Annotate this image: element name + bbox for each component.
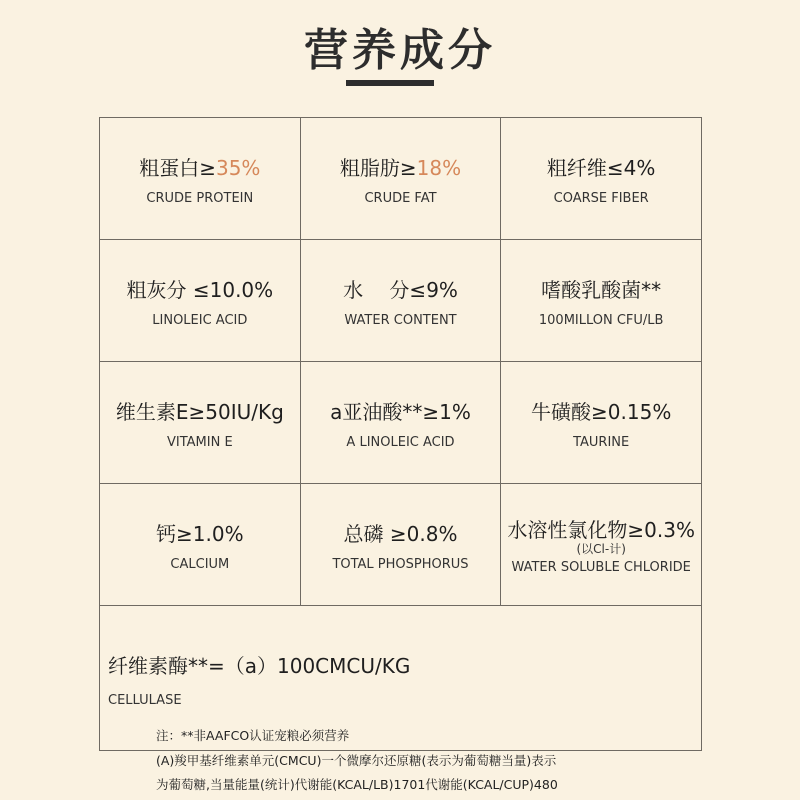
nutrient-name: 总磷 ≥0.8% — [343, 521, 458, 546]
nutrient-name: 粗纤维≤4% — [546, 155, 656, 180]
nutrient-cell-probiotic — [501, 240, 701, 361]
footnote-line: 为葡萄糖,当量能量(统计)代谢能(KCAL/LB)1701代谢能(KCAL/CUP)480 — [156, 777, 558, 792]
nutrient-subnote: (以Cl-计) — [576, 542, 626, 556]
nutrient-value: 18% — [416, 155, 462, 180]
nutrient-cell-coarse-fiber — [501, 118, 701, 239]
title-underline — [346, 80, 434, 86]
nutrient-name: 维生素E≥50IU/Kg — [115, 399, 284, 424]
nutrient-cell-linolenic-acid — [301, 362, 502, 483]
nutrient-name: 水溶性氯化物≥0.3% — [507, 518, 695, 542]
table-row — [100, 362, 701, 484]
table-row — [100, 240, 701, 362]
nutrient-cell-calcium — [100, 484, 301, 605]
page-title: 营养成分 — [304, 25, 496, 76]
nutrient-cell-phosphorus — [301, 484, 502, 605]
table-row — [100, 118, 701, 240]
nutrient-english: TAURINE — [573, 434, 630, 450]
nutrient-cell-taurine — [501, 362, 701, 483]
nutrition-table — [99, 117, 702, 751]
nutrient-name: 嗜酸乳酸菌** — [541, 277, 662, 302]
table-row — [100, 484, 701, 606]
nutrient-english: CRUDE PROTEIN — [146, 190, 254, 206]
nutrient-cell-crude-protein — [100, 118, 301, 239]
nutrient-english: CRUDE FAT — [364, 190, 437, 206]
nutrient-english: VITAMIN E — [166, 434, 233, 450]
nutrient-english: COARSE FIBER — [553, 190, 649, 206]
nutrient-name: 粗灰分 ≤10.0% — [126, 277, 274, 302]
nutrient-english: WATER SOLUBLE CHLORIDE — [511, 560, 691, 575]
nutrient-english: LINOLEIC ACID — [152, 312, 248, 328]
nutrient-name: 钙≥1.0% — [156, 521, 244, 546]
footnote-line: (A)羧甲基纤维素单元(CMCU)一个微摩尔还原糖(表示为葡萄糖当量)表示 — [156, 753, 557, 768]
nutrient-english: 100MILLON CFU/LB — [538, 312, 664, 328]
nutrient-name: 纤维素酶**=（a）100CMCU/KG — [108, 654, 411, 678]
nutrient-value: 35% — [215, 155, 261, 180]
nutrient-name: 水 分≤9% — [343, 277, 458, 302]
nutrient-english: A LINOLEIC ACID — [346, 434, 455, 450]
nutrient-name: a亚油酸**≥1% — [330, 399, 471, 424]
nutrient-cell-crude-ash — [100, 240, 301, 361]
nutrient-english: WATER CONTENT — [344, 312, 457, 328]
nutrient-english: TOTAL PHOSPHORUS — [332, 556, 469, 572]
nutrient-cell-chloride — [501, 484, 701, 605]
nutrient-english: CELLULASE — [108, 693, 182, 708]
footnote-line: 注：**非AAFCO认证宠粮必须营养 — [156, 728, 350, 743]
nutrient-english: CALCIUM — [170, 556, 230, 572]
nutrient-name: 粗脂肪≥18% — [339, 155, 462, 180]
nutrient-cell-crude-fat — [301, 118, 502, 239]
nutrient-name: 牛磺酸≥0.15% — [531, 399, 672, 424]
nutrient-cell-moisture — [301, 240, 502, 361]
nutrient-name: 粗蛋白≥35% — [139, 155, 261, 180]
nutrient-cell-vitamin-e — [100, 362, 301, 483]
